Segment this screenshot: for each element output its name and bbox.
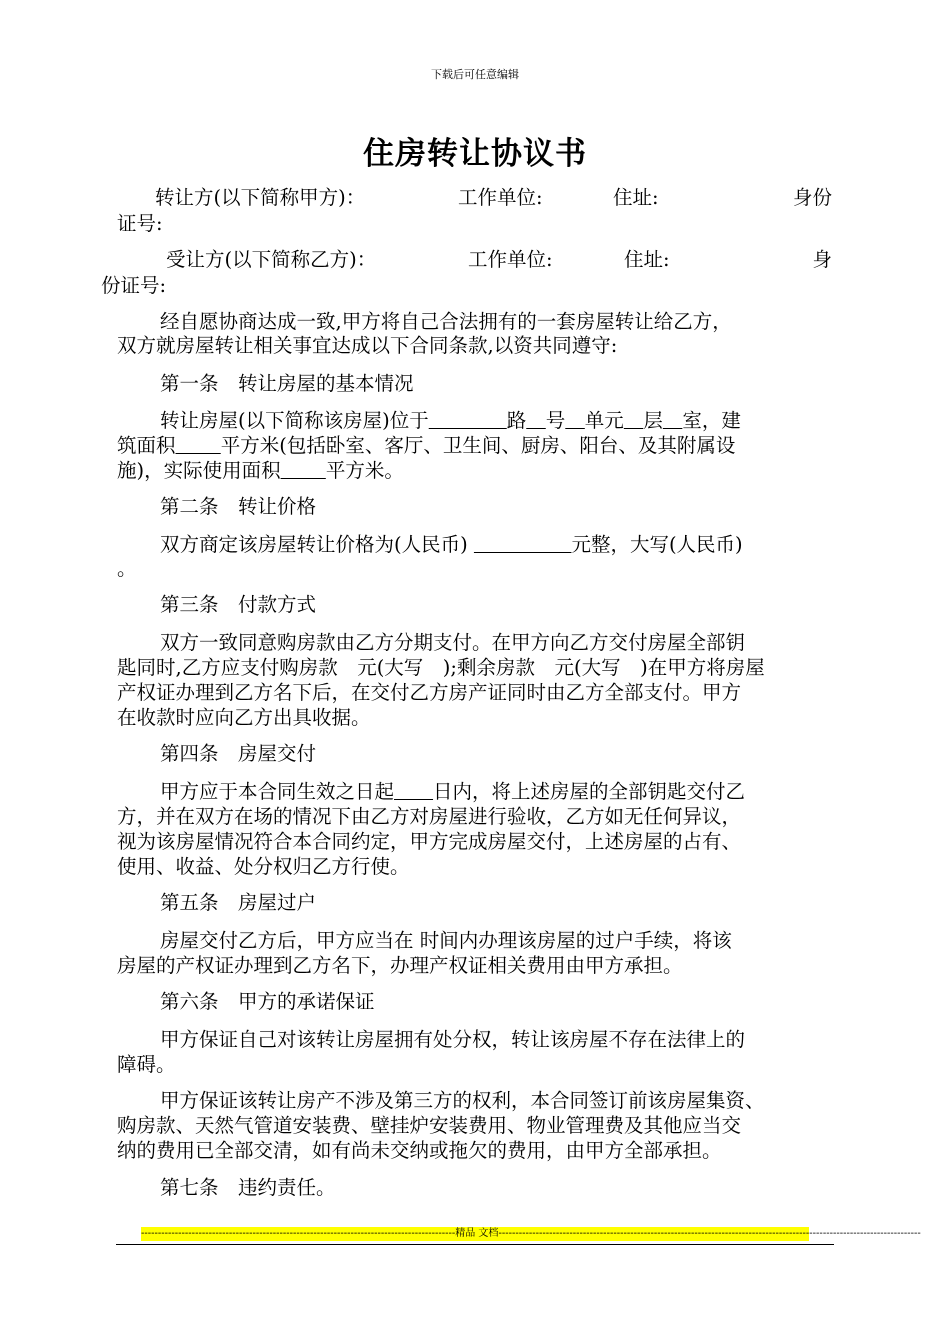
room-blank — [663, 409, 683, 432]
transferee-id-part1: 身 — [812, 248, 832, 271]
article1-l1-a: 转让房屋(以下简称该房屋)位于 — [160, 409, 429, 432]
article1-line-3 — [117, 459, 404, 483]
transferor-label: 转让方(以下简称甲方)： — [155, 186, 366, 209]
article1-l3-b: 平方米。 — [325, 459, 404, 482]
transferee-unit: 工作单位: — [468, 248, 553, 271]
transferor-id-part1: 身份 — [792, 186, 832, 209]
article6-p2-line-1: 甲方保证该转让房产不涉及第三方的权利，本合同签订前该房屋集资、 — [160, 1089, 765, 1112]
article4-line-3: 视为该房屋情况符合本合同约定，甲方完成房屋交付，上述房屋的占有、 — [117, 830, 742, 853]
floor-blank — [624, 409, 644, 432]
transferor-address: 住址: — [613, 186, 659, 209]
intro-line-2: 双方就房屋转让相关事宜达成以下合同条款,以资共同遵守: — [117, 334, 618, 357]
transferee-id-part2: 份证号: — [101, 274, 167, 297]
unit-blank — [565, 409, 585, 432]
article6-heading: 第六条 甲方的承诺保证 — [160, 990, 375, 1013]
footer-rule — [116, 1244, 834, 1245]
article5-heading: 第五条 房屋过户 — [160, 891, 317, 914]
footer-left-dashes: --------------------------------------------------------------------------------------------- — [141, 1228, 456, 1239]
article1-l1-d: 单元 — [584, 409, 624, 432]
article2-l1-b: 元整，大写(人民币) — [571, 533, 743, 556]
footer-highlight-bar — [141, 1227, 921, 1241]
transferee-address: 住址: — [624, 248, 670, 271]
article1-line-2 — [117, 434, 735, 458]
article3-line-4: 在收款时应向乙方出具收据。 — [117, 706, 371, 729]
article1-heading: 第一条 转让房屋的基本情况 — [160, 372, 414, 395]
article2-l1-a: 双方商定该房屋转让价格为(人民币) — [160, 533, 474, 556]
article1-l1-f: 室，建 — [682, 409, 741, 432]
transferee-label: 受让方(以下简称乙方)： — [166, 248, 377, 271]
article4-line-4: 使用、收益、处分权归乙方行使。 — [117, 855, 410, 878]
days-blank — [394, 780, 433, 803]
area-blank — [176, 434, 221, 457]
article3-line-1: 双方一致同意购房款由乙方分期支付。在甲方向乙方交付房屋全部钥 — [160, 631, 746, 654]
article3-line-2: 匙同时,乙方应支付购房款 元(大写 );剩余房款 元(大写 )在甲方将房屋 — [117, 656, 765, 679]
article3-line-3: 产权证办理到乙方名下后，在交付乙方房产证同时由乙方全部支付。甲方 — [117, 681, 742, 704]
footer-right-dashes: ----------------------------------------------------------------------------------------------------------------------------- — [498, 1228, 921, 1239]
article5-line-2: 房屋的产权证办理到乙方名下，办理产权证相关费用由甲方承担。 — [117, 954, 683, 977]
article1-l3-a: 施)，实际使用面积 — [117, 459, 281, 482]
intro-line-1: 经自愿协商达成一致,甲方将自己合法拥有的一套房屋转让给乙方， — [160, 310, 732, 333]
article1-l1-e: 层 — [643, 409, 663, 432]
article2-heading: 第二条 转让价格 — [160, 495, 317, 518]
usable-area-blank — [281, 459, 326, 482]
transferor-unit: 工作单位: — [458, 186, 543, 209]
article1-l1-b: 路 — [506, 409, 527, 432]
article5-line-1: 房屋交付乙方后，甲方应当在 时间内办理该房屋的过户手续，将该 — [160, 929, 732, 952]
article1-line-1 — [160, 409, 741, 433]
article1-l2-b: 平方米(包括卧室、客厅、卫生间、厨房、阳台、及其附属设 — [220, 434, 736, 457]
document-title: 住房转让协议书 — [363, 136, 587, 172]
article3-heading: 第三条 付款方式 — [160, 593, 317, 616]
header-note: 下载后可任意编辑 — [431, 68, 519, 81]
article4-l1-b: 日内，将上述房屋的全部钥匙交付乙 — [433, 780, 746, 803]
article1-l1-c: 号 — [545, 409, 566, 432]
article4-l1-a: 甲方应于本合同生效之日起 — [160, 780, 395, 803]
article4-line-1 — [160, 780, 745, 804]
article6-p2-line-3: 纳的费用已全部交清，如有尚未交纳或拖欠的费用，由甲方全部承担。 — [117, 1139, 722, 1162]
number-blank — [526, 409, 546, 432]
article1-l2-a: 筑面积 — [117, 434, 176, 457]
footer-label: 精品 文档 — [455, 1228, 499, 1239]
article7-heading: 第七条 违约责任。 — [160, 1176, 336, 1199]
road-blank — [429, 409, 507, 432]
article2-line-2: 。 — [117, 557, 137, 580]
article6-p1-line-1: 甲方保证自己对该转让房屋拥有处分权，转让该房屋不存在法律上的 — [160, 1028, 746, 1051]
transferor-id-part2: 证号: — [117, 212, 163, 235]
price-blank — [474, 533, 572, 556]
article4-line-2: 方，并在双方在场的情况下由乙方对房屋进行验收，乙方如无任何异议， — [117, 805, 742, 828]
article6-p1-line-2: 障碍。 — [117, 1053, 176, 1076]
article4-heading: 第四条 房屋交付 — [160, 742, 317, 765]
article6-p2-line-2: 购房款、天然气管道安装费、壁挂炉安装费用、物业管理费及其他应当交 — [117, 1114, 742, 1137]
article2-line-1 — [160, 533, 743, 557]
